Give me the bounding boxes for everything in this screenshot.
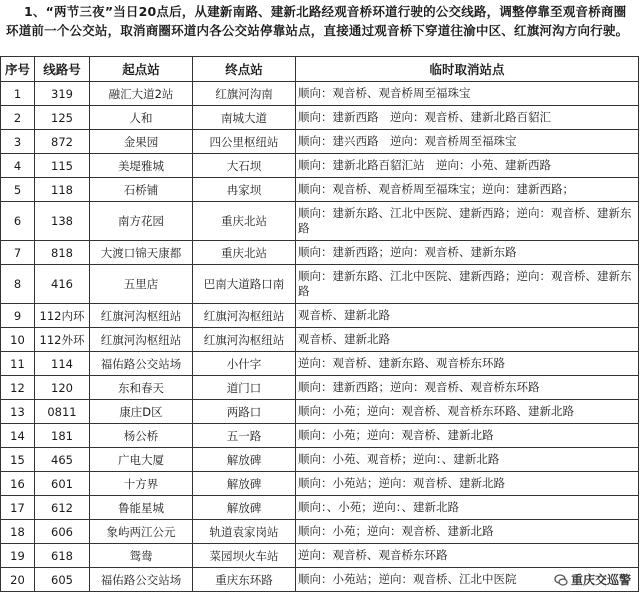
cell-route: 181 bbox=[35, 424, 90, 448]
cell-route: 605 bbox=[35, 568, 90, 592]
cell-start: 十方界 bbox=[90, 472, 193, 496]
cell-cancelled-stops: 顺向：小苑；逆向：观音桥、观音桥东环路、建新北路 bbox=[296, 400, 639, 424]
cell-cancelled-stops: 顺向：观音桥、观音桥周至福珠宝 bbox=[296, 82, 639, 106]
table-row bbox=[1, 376, 639, 400]
cell-start: 南方花园 bbox=[90, 202, 193, 241]
cell-start: 金果园 bbox=[90, 130, 193, 154]
cell-index: 1 bbox=[1, 82, 35, 106]
cell-route: 416 bbox=[35, 265, 90, 304]
cell-end: 红旗河沟枢纽站 bbox=[193, 304, 296, 328]
cell-cancelled-stops: 顺向：小苑；逆向：观音桥、建新北路 bbox=[296, 424, 639, 448]
cell-start: 鲁能星城 bbox=[90, 496, 193, 520]
table-row bbox=[1, 400, 639, 424]
table-row bbox=[1, 496, 639, 520]
cell-index: 7 bbox=[1, 241, 35, 265]
cell-index: 19 bbox=[1, 544, 35, 568]
cell-start: 石桥铺 bbox=[90, 178, 193, 202]
cell-index: 12 bbox=[1, 376, 35, 400]
table-row bbox=[1, 424, 639, 448]
cell-start: 鸳鸯 bbox=[90, 544, 193, 568]
cell-cancelled-stops: 顺向：建新西路；逆向：观音桥、建新东路 bbox=[296, 241, 639, 265]
cell-index: 20 bbox=[1, 568, 35, 592]
intro-paragraph: 1、“两节三夜”当日20点后，从建新南路、建新北路经观音桥环道行驶的公交线路，调整停靠至观音桥商圈环道前一个公交站，取消商圈环道内各公交站停靠站点，直接通过观音桥下穿道往渝中区、红旗河沟方向行驶。 bbox=[6, 4, 629, 38]
cell-start: 福佑路公交站场 bbox=[90, 568, 193, 592]
cell-cancelled-stops: 观音桥、建新北路 bbox=[296, 328, 639, 352]
cell-end: 大石坝 bbox=[193, 154, 296, 178]
cell-end: 轨道袁家岗站 bbox=[193, 520, 296, 544]
cell-end: 小什字 bbox=[193, 352, 296, 376]
watermark bbox=[551, 570, 634, 589]
cell-index: 18 bbox=[1, 520, 35, 544]
cell-end: 冉家坝 bbox=[193, 178, 296, 202]
cell-start: 东和春天 bbox=[90, 376, 193, 400]
cell-end: 解放碑 bbox=[193, 472, 296, 496]
watermark-text: 重庆交巡警 bbox=[570, 573, 631, 587]
cell-index: 13 bbox=[1, 400, 35, 424]
cell-cancelled-stops: 顺向：小苑站；逆向：观音桥、江北中医院 bbox=[296, 568, 639, 592]
cell-route: 818 bbox=[35, 241, 90, 265]
cell-cancelled-stops: 顺向：建新西路 逆向：观音桥、建新北路百貂汇 bbox=[296, 106, 639, 130]
cell-start: 象屿两江公元 bbox=[90, 520, 193, 544]
cell-start: 康庄D区 bbox=[90, 400, 193, 424]
cell-index: 8 bbox=[1, 265, 35, 304]
cell-end: 红旗河沟枢纽站 bbox=[193, 328, 296, 352]
cell-route: 872 bbox=[35, 130, 90, 154]
header-start: 起点站 bbox=[90, 57, 193, 82]
cell-cancelled-stops: 观音桥、建新北路 bbox=[296, 304, 639, 328]
table-row bbox=[1, 241, 639, 265]
table-row bbox=[1, 544, 639, 568]
cell-start: 红旗河沟枢纽站 bbox=[90, 304, 193, 328]
cell-start: 福佑路公交站场 bbox=[90, 352, 193, 376]
wechat-icon bbox=[554, 573, 568, 587]
cell-end: 道门口 bbox=[193, 376, 296, 400]
cell-end: 菜园坝火车站 bbox=[193, 544, 296, 568]
cell-cancelled-stops: 顺向：小苑；逆向：观音桥、建新北路 bbox=[296, 520, 639, 544]
cell-index: 17 bbox=[1, 496, 35, 520]
header-route: 线路号 bbox=[35, 57, 90, 82]
cell-index: 11 bbox=[1, 352, 35, 376]
cell-route: 465 bbox=[35, 448, 90, 472]
cell-cancelled-stops: 顺向：小苑、观音桥；逆向：、建新北路 bbox=[296, 448, 639, 472]
cell-route: 601 bbox=[35, 472, 90, 496]
table-row bbox=[1, 154, 639, 178]
table-row bbox=[1, 202, 639, 241]
cell-cancelled-stops: 顺向：建兴西路 逆向：观音桥周至福珠宝 bbox=[296, 130, 639, 154]
table-row bbox=[1, 130, 639, 154]
cell-index: 9 bbox=[1, 304, 35, 328]
cell-index: 3 bbox=[1, 130, 35, 154]
header-index: 序号 bbox=[1, 57, 35, 82]
header-cancelled-stops: 临时取消站点 bbox=[296, 57, 639, 82]
table-row bbox=[1, 520, 639, 544]
cell-end: 五一路 bbox=[193, 424, 296, 448]
table-row bbox=[1, 265, 639, 304]
cell-end: 重庆北站 bbox=[193, 241, 296, 265]
table-row bbox=[1, 352, 639, 376]
cell-route: 112内环 bbox=[35, 304, 90, 328]
table-row bbox=[1, 178, 639, 202]
cell-route: 612 bbox=[35, 496, 90, 520]
cell-cancelled-stops: 顺向：观音桥、观音桥周至福珠宝；逆向：建新西路； bbox=[296, 178, 639, 202]
cell-route: 115 bbox=[35, 154, 90, 178]
cell-route: 125 bbox=[35, 106, 90, 130]
cell-end: 两路口 bbox=[193, 400, 296, 424]
table-header-row bbox=[1, 57, 639, 82]
cell-route: 118 bbox=[35, 178, 90, 202]
cell-end: 四公里枢纽站 bbox=[193, 130, 296, 154]
cell-cancelled-stops: 顺向：小苑站；逆向：观音桥、建新北路 bbox=[296, 472, 639, 496]
cell-cancelled-stops: 顺向：建新东路、江北中医院、建新西路；逆向：观音桥、建新东路 bbox=[296, 202, 639, 241]
cell-start: 红旗河沟枢纽站 bbox=[90, 328, 193, 352]
cell-index: 2 bbox=[1, 106, 35, 130]
cell-end: 重庆东环路 bbox=[193, 568, 296, 592]
cell-start: 融汇大道2站 bbox=[90, 82, 193, 106]
cell-index: 16 bbox=[1, 472, 35, 496]
table-row bbox=[1, 106, 639, 130]
cell-end: 巴南大道路口南 bbox=[193, 265, 296, 304]
cell-index: 10 bbox=[1, 328, 35, 352]
cell-route: 319 bbox=[35, 82, 90, 106]
table-row bbox=[1, 448, 639, 472]
cell-route: 114 bbox=[35, 352, 90, 376]
header-end: 终点站 bbox=[193, 57, 296, 82]
cell-route: 112外环 bbox=[35, 328, 90, 352]
cell-start: 五里店 bbox=[90, 265, 193, 304]
cell-end: 解放碑 bbox=[193, 496, 296, 520]
table-row bbox=[1, 328, 639, 352]
cell-route: 138 bbox=[35, 202, 90, 241]
cell-start: 人和 bbox=[90, 106, 193, 130]
cell-start: 大渡口锦天康都 bbox=[90, 241, 193, 265]
table-row bbox=[1, 472, 639, 496]
cell-index: 4 bbox=[1, 154, 35, 178]
cell-end: 重庆北站 bbox=[193, 202, 296, 241]
cell-cancelled-stops: 逆向：观音桥、建新东路、观音桥东环路 bbox=[296, 352, 639, 376]
cell-index: 14 bbox=[1, 424, 35, 448]
cell-cancelled-stops: 顺向：、小苑；逆向：、建新北路 bbox=[296, 496, 639, 520]
cell-index: 6 bbox=[1, 202, 35, 241]
table-row bbox=[1, 304, 639, 328]
cell-start: 美堤雅城 bbox=[90, 154, 193, 178]
cell-route: 618 bbox=[35, 544, 90, 568]
cell-route: 120 bbox=[35, 376, 90, 400]
cell-cancelled-stops: 逆向：观音桥、观音桥东环路 bbox=[296, 544, 639, 568]
cell-end: 解放碑 bbox=[193, 448, 296, 472]
cell-end: 红旗河沟南 bbox=[193, 82, 296, 106]
cell-route: 0811 bbox=[35, 400, 90, 424]
cell-cancelled-stops: 顺向：建新西路；逆向：观音桥、观音桥东环路 bbox=[296, 376, 639, 400]
cell-start: 杨公桥 bbox=[90, 424, 193, 448]
cell-end: 南城大道 bbox=[193, 106, 296, 130]
cell-route: 606 bbox=[35, 520, 90, 544]
cell-start: 广电大厦 bbox=[90, 448, 193, 472]
cell-index: 15 bbox=[1, 448, 35, 472]
table-row bbox=[1, 568, 639, 592]
cell-cancelled-stops: 顺向：建新北路百貂汇站 逆向：小苑、建新西路 bbox=[296, 154, 639, 178]
table-row bbox=[1, 82, 639, 106]
cell-cancelled-stops: 顺向：建新东路、江北中医院、建新西路；逆向：观音桥、建新东路 bbox=[296, 265, 639, 304]
bus-route-table bbox=[0, 56, 639, 592]
cell-index: 5 bbox=[1, 178, 35, 202]
